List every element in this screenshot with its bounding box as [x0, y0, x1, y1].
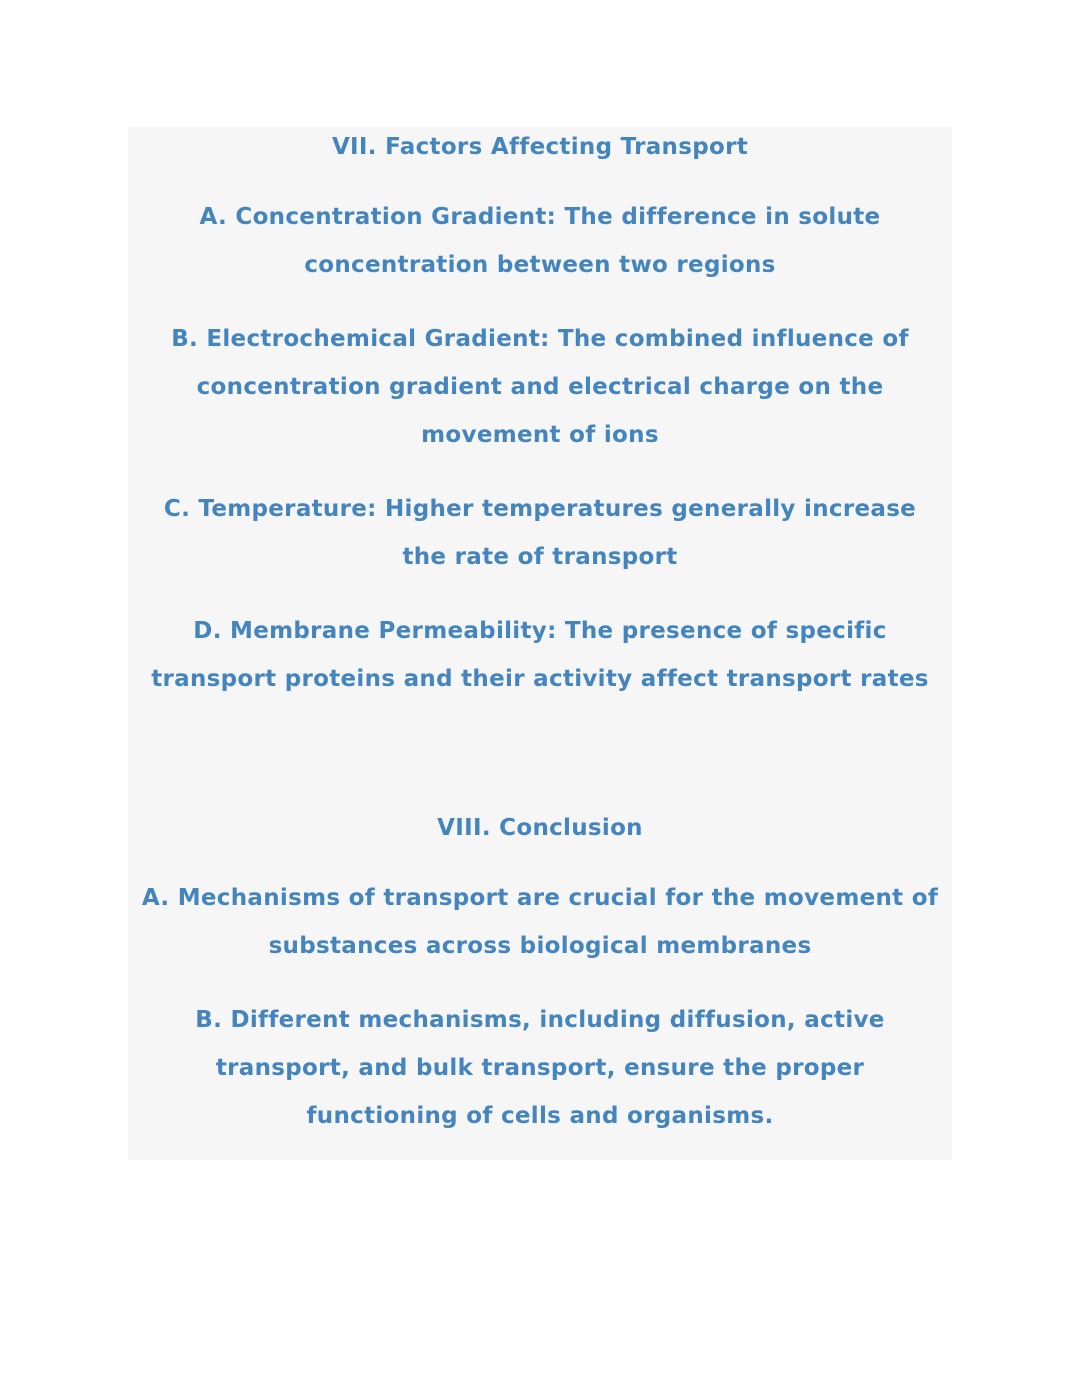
outline-item-membrane-permeability: D. Membrane Permeability: The presence of specific transport proteins and their activity affect transport rates	[151, 618, 929, 692]
outline-item-temperature: C. Temperature: Higher temperatures generally increase the rate of transport	[163, 496, 917, 570]
section-heading-factors-affecting-transport: VII. Factors Affecting Transport	[331, 134, 749, 160]
outline-item-conclusion-different-mechanisms: B. Different mechanisms, including diffusion, active transport, and bulk transport, ensure the proper functioning of cells and organisms.	[195, 1007, 885, 1129]
outline-item-electrochemical-gradient: B. Electrochemical Gradient: The combined influence of concentration gradient and electrical charge on the movement of ions	[171, 326, 909, 448]
outline-item-concentration-gradient: A. Concentration Gradient: The difference in solute concentration between two regions	[199, 204, 881, 278]
section-heading-conclusion: VIII. Conclusion	[437, 815, 643, 841]
document-content-block	[128, 127, 952, 1160]
outline-item-conclusion-mechanisms-crucial: A. Mechanisms of transport are crucial for the movement of substances across biological membranes	[141, 885, 939, 959]
